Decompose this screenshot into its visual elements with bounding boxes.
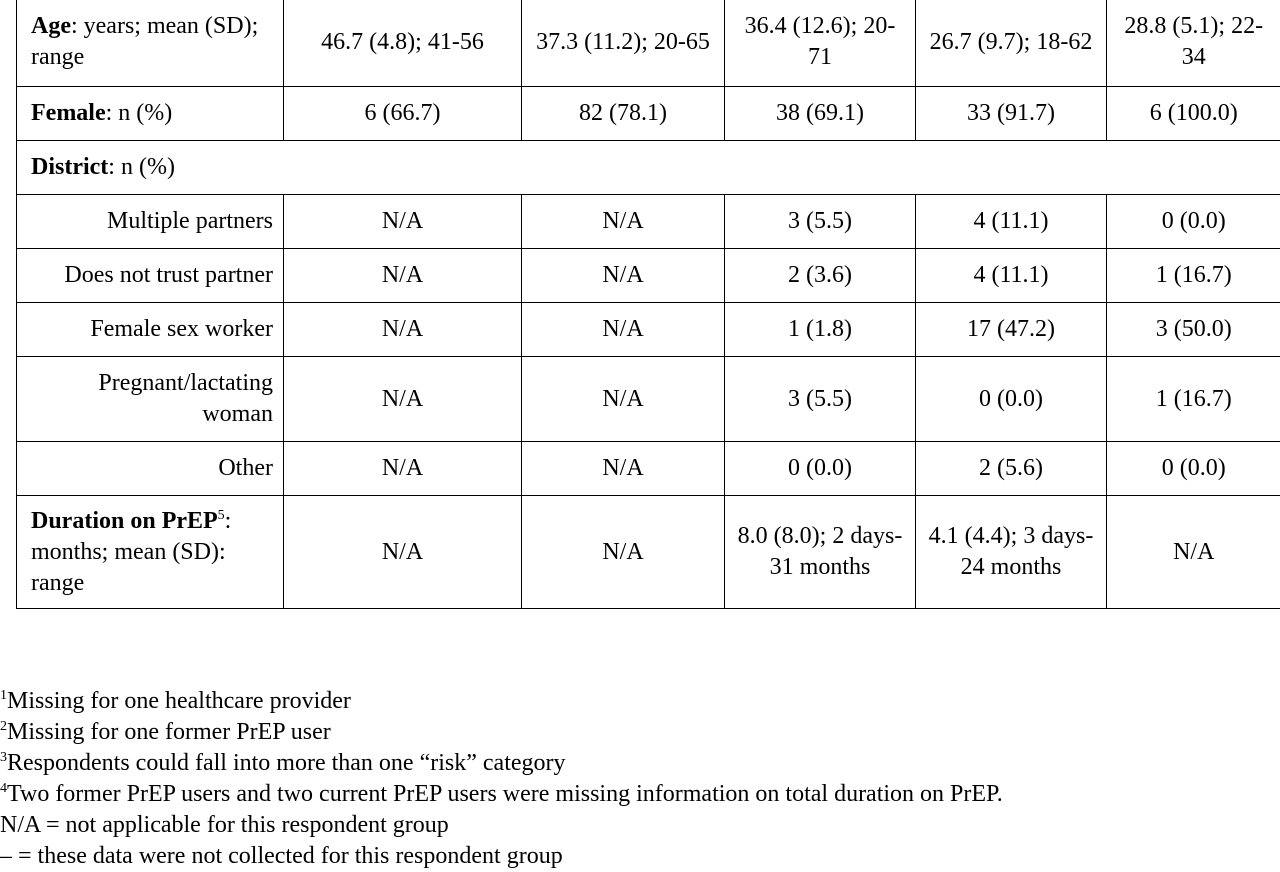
- row-label-multiple-partners: Multiple partners: [17, 195, 284, 249]
- table-cell: 2 (3.6): [725, 249, 916, 303]
- table-cell: 1 (1.8): [725, 303, 916, 357]
- row-label-other: Other: [17, 442, 284, 496]
- table-cell: N/A: [522, 496, 725, 609]
- row-label-female: Female: n (%): [17, 87, 284, 141]
- table-cell: 6 (100.0): [1107, 87, 1280, 141]
- table-cell: 0 (0.0): [725, 442, 916, 496]
- table-cell: 1 (16.7): [1107, 249, 1280, 303]
- table-cell: 2 (5.6): [916, 442, 1107, 496]
- table-cell: 36.4 (12.6); 20-71: [725, 0, 916, 87]
- table-cell: N/A: [284, 357, 522, 442]
- row-label-female-sex-worker: Female sex worker: [17, 303, 284, 357]
- table-cell: 3 (5.5): [725, 357, 916, 442]
- table-cell: 4.1 (4.4); 3 days-24 months: [916, 496, 1107, 609]
- table-cell: N/A: [522, 249, 725, 303]
- table-cell: 0 (0.0): [1107, 442, 1280, 496]
- row-label-age: Age: years; mean (SD); range: [17, 0, 284, 87]
- table-row-other: [17, 442, 1280, 496]
- table-row-female: [17, 87, 1280, 141]
- row-label-duration-on-prep: Duration on PrEP$^5$: months; mean (SD): range: [17, 496, 284, 609]
- table-cell: 6 (66.7): [284, 87, 522, 141]
- table-cell: N/A: [284, 249, 522, 303]
- table-cell: N/A: [522, 442, 725, 496]
- table-cell: 0 (0.0): [1107, 195, 1280, 249]
- table-cell: 46.7 (4.8); 41-56: [284, 0, 522, 87]
- table-row-district: [17, 141, 1280, 195]
- table-cell: 4 (11.1): [916, 195, 1107, 249]
- table-cell: 8.0 (8.0); 2 days-31 months: [725, 496, 916, 609]
- table-cell: N/A: [522, 357, 725, 442]
- table-cell: N/A: [522, 303, 725, 357]
- table-cell: N/A: [1107, 496, 1280, 609]
- footnote: N/A = not applicable for this respondent group: [0, 812, 449, 838]
- table-cell: 17 (47.2): [916, 303, 1107, 357]
- table-cell: 3 (5.5): [725, 195, 916, 249]
- table-row-multiple-partners: [17, 195, 1280, 249]
- table-cell: N/A: [284, 496, 522, 609]
- table-cell: N/A: [522, 195, 725, 249]
- table-cell: N/A: [284, 195, 522, 249]
- footnote: $^1$Missing for one healthcare provider: [0, 688, 351, 714]
- footnote: $^4$Two former PrEP users and two current PrEP users were missing information on total duration on PrEP.: [0, 781, 1003, 807]
- table-cell: 33 (91.7): [916, 87, 1107, 141]
- table-cell: 4 (11.1): [916, 249, 1107, 303]
- table-cell: N/A: [284, 303, 522, 357]
- table-cell: 3 (50.0): [1107, 303, 1280, 357]
- table-row-female-sex-worker: [17, 303, 1280, 357]
- table-cell: 82 (78.1): [522, 87, 725, 141]
- row-label-pregnant-lactating: Pregnant/lactating woman: [17, 357, 284, 442]
- table-cell: 26.7 (9.7); 18-62: [916, 0, 1107, 87]
- table-cell: 38 (69.1): [725, 87, 916, 141]
- table-row-pregnant-lactating: [17, 357, 1280, 442]
- row-label-does-not-trust-partner: Does not trust partner: [17, 249, 284, 303]
- table-cell: 37.3 (11.2); 20-65: [522, 0, 725, 87]
- footnote: – = these data were not collected for this respondent group: [0, 843, 563, 869]
- table-row-age: [17, 0, 1280, 87]
- footnote-marker: 5: [217, 507, 225, 523]
- footnote: $^3$Respondents could fall into more than one “risk” category: [0, 750, 566, 776]
- footnote: $^2$Missing for one former PrEP user: [0, 719, 331, 745]
- table-cell: N/A: [284, 442, 522, 496]
- row-label-district: District: n (%): [17, 141, 1280, 195]
- demographics-table: [16, 0, 1280, 609]
- table-cell: 0 (0.0): [916, 357, 1107, 442]
- footnotes: [0, 686, 1003, 872]
- table-cell: 28.8 (5.1); 22-34: [1107, 0, 1280, 87]
- table-row-duration-on-prep: [17, 496, 1280, 609]
- table-row-does-not-trust-partner: [17, 249, 1280, 303]
- table-cell: 1 (16.7): [1107, 357, 1280, 442]
